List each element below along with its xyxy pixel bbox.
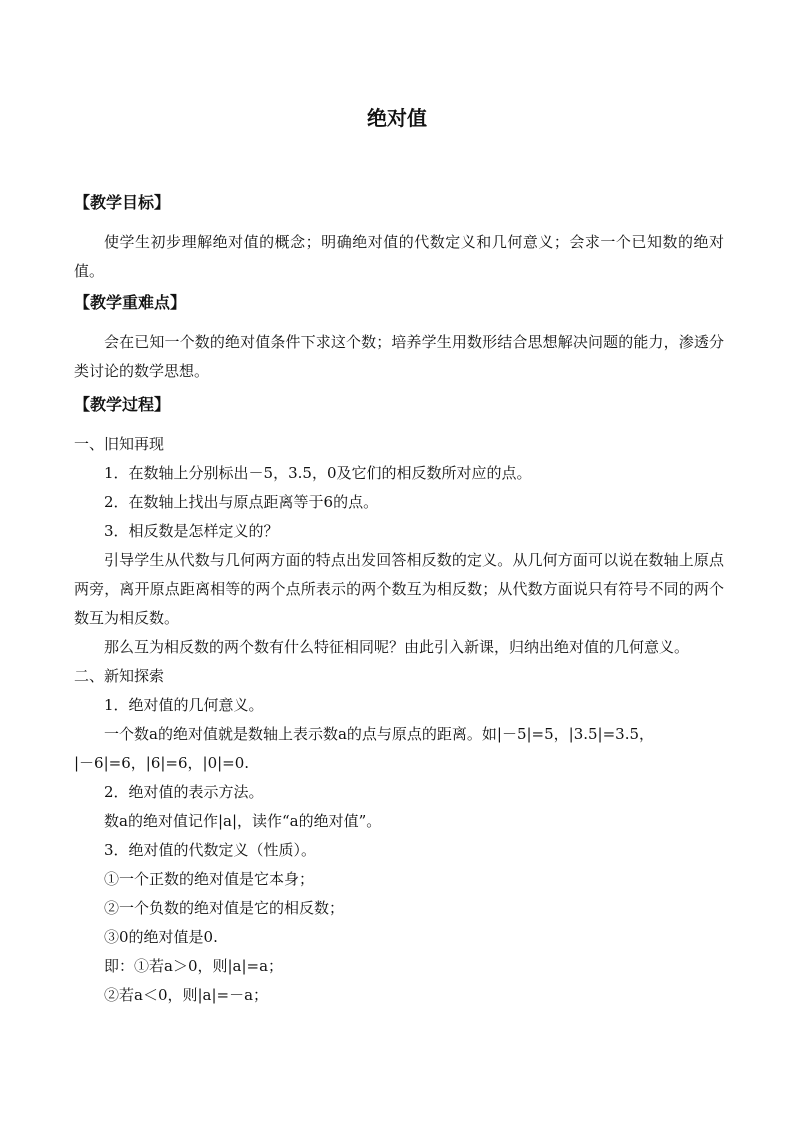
new-item-1-text-a: 一个数a的绝对值就是数轴上表示数a的点与原点的距离。如|－5|=5，|3.5|=3.5， <box>104 725 655 743</box>
review-item-3: 3．相反数是怎样定义的？ <box>104 522 279 540</box>
section-heading-process: 【教学过程】 <box>74 395 171 414</box>
case-1: 即：①若a＞0，则|a|=a； <box>104 957 284 975</box>
new-item-1: 1．绝对值的几何意义。 <box>104 696 264 714</box>
new-item-3: 3．绝对值的代数定义（性质）。 <box>104 841 317 859</box>
section-heading-key-points: 【教学重难点】 <box>74 293 187 312</box>
property-2: ②一个负数的绝对值是它的相反数； <box>104 899 345 917</box>
page-title: 绝对值 <box>367 106 427 130</box>
review-paragraph-1: 引导学生从代数与几何两方面的特点出发回答相反数的定义。从几何方面可以说在数轴上原点两旁，离开原点距离相等的两个点所表示的两个数互为相反数；从代数方面说只有符号不同的两个数互为相反数。 <box>74 551 724 627</box>
section-heading-objectives: 【教学目标】 <box>74 193 171 212</box>
case-2: ②若a＜0，则|a|=－a； <box>104 986 269 1004</box>
property-1: ①一个正数的绝对值是它本身； <box>104 870 315 888</box>
key-points-text: 会在已知一个数的绝对值条件下求这个数；培养学生用数形结合思想解决问题的能力，渗透分类讨论的数学思想。 <box>74 333 724 380</box>
part2-heading: 二、新知探索 <box>74 667 165 685</box>
new-item-2-text: 数a的绝对值记作|a|，读作“a的绝对值”。 <box>104 812 382 830</box>
new-item-1-text-b: |－6|=6，|6|=6，|0|=0. <box>74 754 250 772</box>
review-item-1: 1．在数轴上分别标出－5，3.5，0及它们的相反数所对应的点。 <box>104 464 532 482</box>
review-item-2: 2．在数轴上找出与原点距离等于6的点。 <box>104 493 379 511</box>
review-paragraph-2: 那么互为相反数的两个数有什么特征相同呢？由此引入新课，归纳出绝对值的几何意义。 <box>104 638 690 656</box>
part1-heading: 一、旧知再现 <box>74 435 165 453</box>
objectives-text: 使学生初步理解绝对值的概念；明确绝对值的代数定义和几何意义；会求一个已知数的绝对值。 <box>74 233 724 280</box>
property-3: ③0的绝对值是0. <box>104 928 218 946</box>
new-item-2: 2．绝对值的表示方法。 <box>104 783 264 801</box>
